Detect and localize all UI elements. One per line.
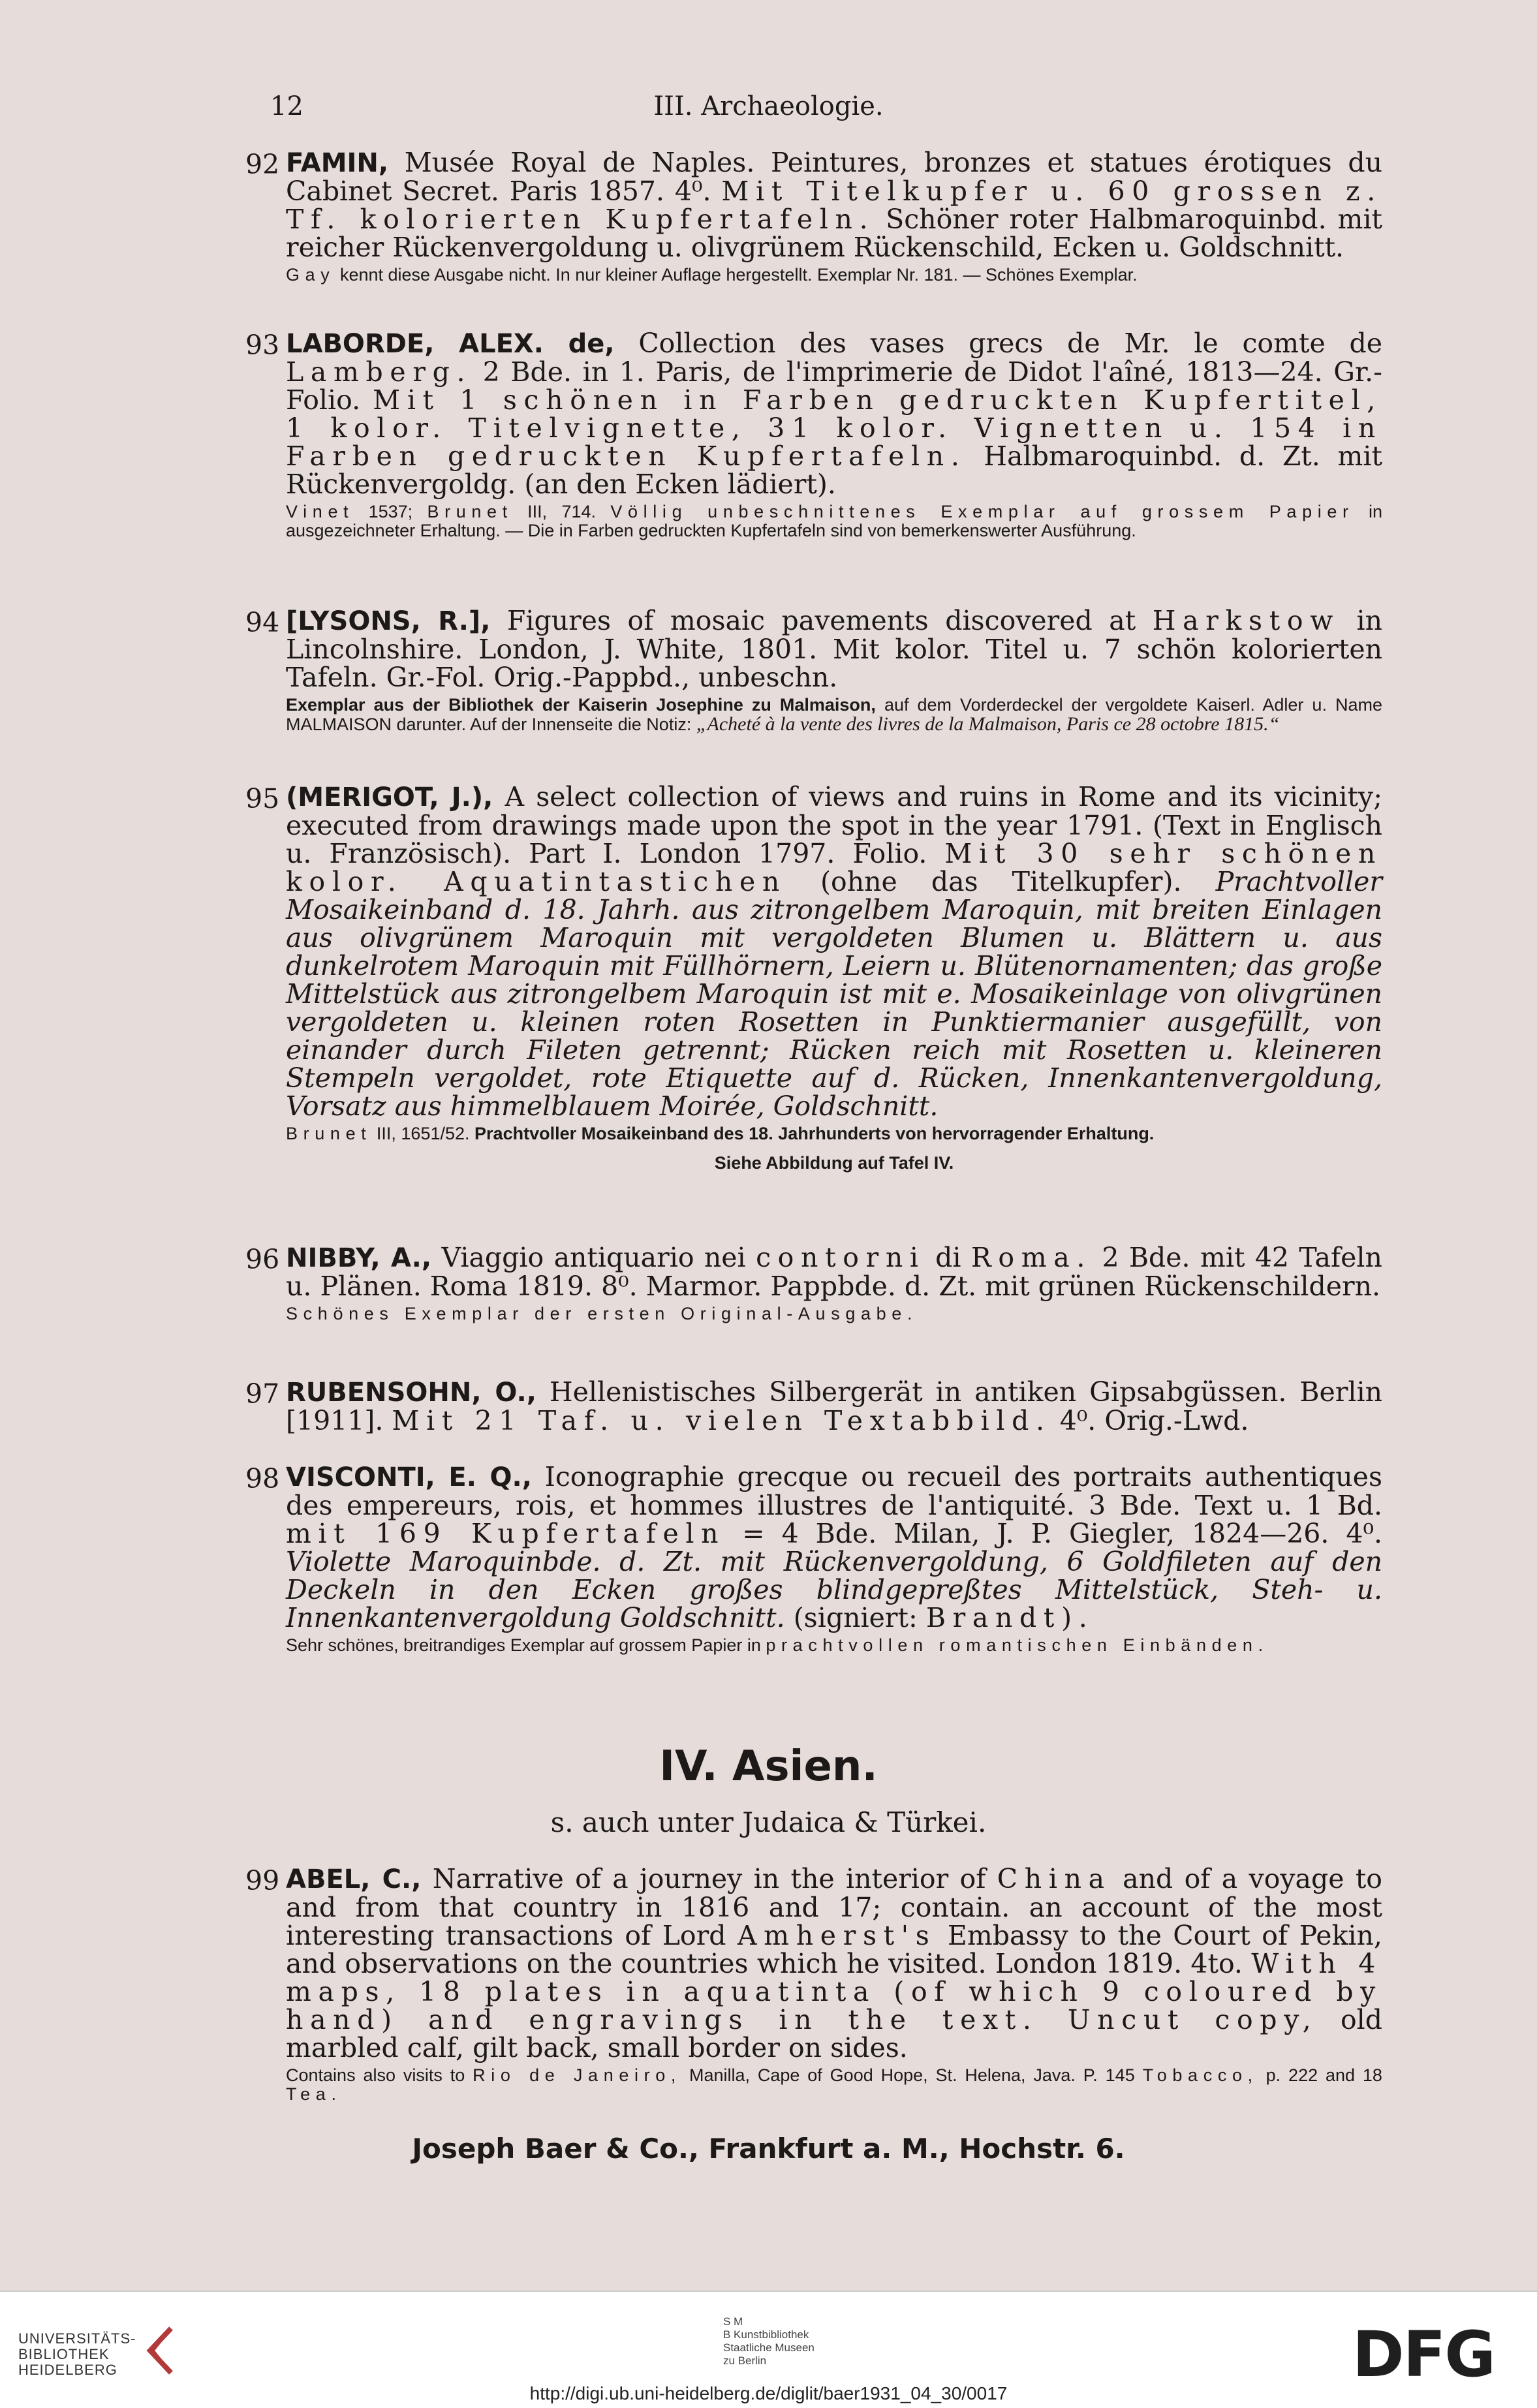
entry-body: (MERIGOT, J.), A select collection of views and ruins in Rome and its vicinity; executed from drawings made upon the spot in the year 1791. (Text in Englisch u. Französisch). Part I. London 1797. Folio. Mit 30 sehr schönen kolor. Aquatintastichen (ohne das Titelkupfer). Prachtvoller Mosaikeinband d. 18. Jahrh. aus zitrongelbem Maroquin, mit breiten Einlagen aus olivgrünem Maroquin mit vergoldeten Blumen u. Blättern u. aus dunkelrotem Maroquin mit Füllhörnern, Leiern u. Blütenornamenten; das große Mittelstück aus zitrongelbem Maroquin ist mit e. Mosaikeinlage von olivgrünen vergoldeten u. kleinen roten Rosetten in Punktiermanier ausgefüllt, von einander durch Fileten getrennt; Rücken reich mit Rosetten u. kleineren Stempeln vergoldet, rote Etiquette auf d. Rücken, Innenkantenvergoldung, Vorsatz aus himmelblauem Moirée, Goldschnitt.	[286, 781, 1383, 1122]
entry-96	[245, 1242, 1382, 1323]
source-url-link[interactable]: http://digi.ub.uni-heidelberg.de/diglit/baer1931_04_30/0017	[529, 2383, 1008, 2403]
entry-body: LABORDE, ALEX. de, Collection des vases grecs de Mr. le comte de Lamberg. 2 Bde. in 1. Paris, de l'imprimerie de Didot l'aîné, 1813—24. Gr.-Folio. Mit 1 schönen in Farben gedruckten Kupfertitel, 1 kolor. Titelvignette, 31 kolor. Vignetten u. 154 in Farben gedruckten Kupfertafeln. Halbmaroquinbd. d. Zt. mit Rückenvergoldg. (an den Ecken lädiert).	[286, 328, 1382, 500]
entry-number: 99	[245, 1865, 280, 1896]
entry-note: Vinet 1537; Brunet III, 714. Völlig unbeschnittenes Exemplar auf grossem Papier in ausgezeichneter Erhaltung. — Die in Farben gedruckten Kupfertafeln sind von bemerkenswerter Ausführung.	[286, 502, 1382, 540]
heidelberg-logo-icon[interactable]	[140, 2324, 185, 2377]
entry-note: Schönes Exemplar der ersten Original-Ausgabe.	[286, 1304, 918, 1323]
entry-note: Brunet III, 1651/52. Prachtvoller Mosaikeinband des 18. Jahrhunderts von hervorragender Erhaltung.	[286, 1124, 1155, 1143]
entry-99	[245, 1863, 1382, 2104]
entry-number: 98	[245, 1463, 280, 1494]
publisher-imprint: Joseph Baer & Co., Frankfurt a. M., Hochstr. 6.	[412, 2133, 1125, 2165]
entry-number: 95	[245, 783, 280, 814]
entry-number: 94	[245, 607, 280, 638]
page-number: 12	[270, 91, 303, 121]
entry-body: VISCONTI, E. Q., Iconographie grecque ou recueil des portraits authentiques des empereurs, rois, et hommes illustres de l'antiquité. 3 Bde. Text u. 1 Bd. mit 169 Kupfertafeln = 4 Bde. Milan, J. P. Giegler, 1824—26. 4⁰. Violette Maroquinbde. d. Zt. mit Rückenvergoldung, 6 Goldfileten auf den Deckeln in den Ecken großes blindgepreßtes Mittelstück, Steh- u. Innenkantenvergoldung Goldschnitt. (signiert: Brandt).	[286, 1461, 1382, 1633]
entry-number: 96	[245, 1244, 280, 1275]
entry-94	[245, 605, 1382, 735]
entry-author: [LYSONS, R.],	[286, 606, 491, 636]
entry-97	[245, 1376, 1382, 1436]
entry-body: NIBBY, A., Viaggio antiquario nei contorni di Roma. 2 Bde. mit 42 Tafeln u. Plänen. Roma 1819. 8⁰. Marmor. Pappbde. d. Zt. mit grünen Rückenschildern.	[286, 1242, 1382, 1302]
entry-93	[245, 328, 1382, 540]
entry-note: Sehr schönes, breitrandiges Exemplar auf grossem Papier in prachtvollen romantischen Einbänden.	[286, 1635, 1269, 1655]
entry-number: 97	[245, 1378, 280, 1410]
entry-92	[245, 147, 1382, 285]
running-head: III. Archaeologie.	[653, 91, 884, 121]
entry-author: ABEL, C.,	[286, 1864, 422, 1894]
entry-author: LABORDE, ALEX. de,	[286, 329, 615, 359]
entry-author: RUBENSOHN, O.,	[286, 1378, 536, 1408]
entry-95	[245, 781, 1383, 1173]
entry-number: 92	[245, 149, 280, 180]
digitization-footer	[0, 2291, 1537, 2408]
entry-author: NIBBY, A.,	[286, 1243, 432, 1273]
section-subheading: s. auch unter Judaica & Türkei.	[550, 1806, 987, 1838]
smb-kunstbibliothek-label[interactable]: S M B Kunstbibliothek Staatliche Museen zu Berlin	[723, 2315, 815, 2367]
entry-note: Gay kennt diese Ausgabe nicht. In nur kleiner Auflage hergestellt. Exemplar Nr. 181. — Schönes Exemplar.	[286, 265, 1138, 285]
university-library-label[interactable]: UNIVERSITÄTS- BIBLIOTHEK HEIDELBERG	[18, 2330, 136, 2378]
section-heading: IV. Asien.	[659, 1742, 878, 1791]
entry-body: [LYSONS, R.], Figures of mosaic pavements discovered at Harkstow in Lincolnshire. London, J. White, 1801. Mit kolor. Titel u. 7 schön kolorierten Tafeln. Gr.-Fol. Orig.-Pappbd., unbeschn.	[286, 605, 1382, 693]
entry-note: Exemplar aus der Bibliothek der Kaiserin Josephine zu Malmaison, auf dem Vorderdeckel der vergoldete Kaiserl. Adler u. Name MALMAISON darunter. Auf der Innenseite die Notiz: „Acheté à la vente des livres de la Malmaison, Paris ce 28 octobre 1815.“	[286, 695, 1382, 735]
entry-body: ABEL, C., Narrative of a journey in the interior of China and of a voyage to and from that country in 1816 and 17; contain. an account of the most interesting transactions of Lord Amherst's Embassy to the Court of Pekin, and observations on the countries which he visited. London 1819. 4to. With 4 maps, 18 plates in aquatinta (of which 9 coloured by hand) and engravings in the text. Uncut copy, old marbled calf, gilt back, small border on sides.	[286, 1863, 1382, 2063]
entry-number: 93	[245, 330, 280, 361]
entry-body: FAMIN, Musée Royal de Naples. Peintures, bronzes et statues érotiques du Cabinet Secret. Paris 1857. 4⁰. Mit Titelkupfer u. 60 grossen z. Tf. kolorierten Kupfertafeln. Schöner roter Halbmaroquinbd. mit reicher Rückenvergoldung u. olivgrünem Rückenschild, Ecken u. Goldschnitt.	[286, 147, 1382, 263]
dfg-logo[interactable]: DFG	[1352, 2318, 1495, 2391]
entry-note: Contains also visits to Rio de Janeiro, Manilla, Cape of Good Hope, St. Helena, Java. P. 145 Tobacco, p. 222 and 18 Tea.	[286, 2065, 1382, 2104]
entry-author: (MERIGOT, J.),	[286, 782, 493, 812]
entry-author: VISCONTI, E. Q.,	[286, 1462, 532, 1492]
entry-98	[245, 1461, 1382, 1655]
plate-reference: Siehe Abbildung auf Tafel IV.	[714, 1153, 954, 1173]
entry-author: FAMIN,	[286, 148, 389, 178]
entry-body: RUBENSOHN, O., Hellenistisches Silbergerät in antiken Gipsabgüssen. Berlin [1911]. Mit 21 Taf. u. vielen Textabbild. 4⁰. Orig.-Lwd.	[286, 1376, 1382, 1436]
